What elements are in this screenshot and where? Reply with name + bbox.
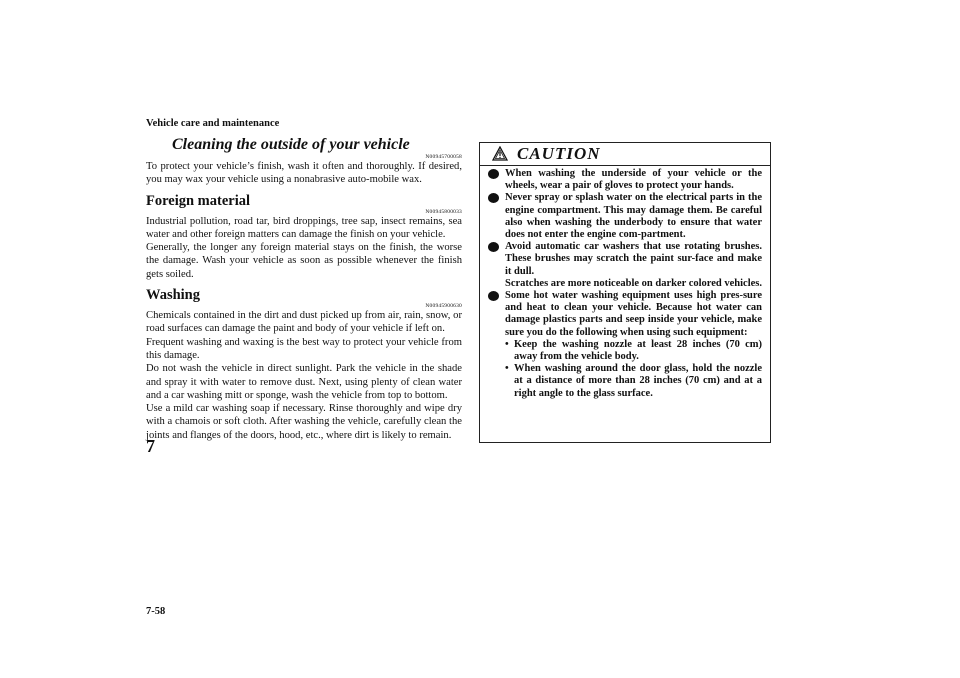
caution-item bbox=[488, 168, 762, 192]
sub-bullet: • bbox=[505, 338, 509, 350]
washing-paragraph: Frequent washing and waxing is the best way to protect your vehicle from this damage. bbox=[146, 336, 462, 361]
running-header: Vehicle care and maintenance bbox=[146, 118, 280, 129]
washing-title: Washing bbox=[146, 287, 200, 304]
left-column bbox=[146, 136, 462, 442]
page-number: 7-58 bbox=[146, 606, 166, 617]
caution-item-text bbox=[505, 290, 762, 400]
section-code: N00945700058 bbox=[425, 154, 462, 160]
caution-item-text: When washing the underside of your vehicle or the wheels, wear a pair of gloves to protect your hands. bbox=[505, 168, 762, 192]
foreign-material-title: Foreign material bbox=[146, 192, 251, 209]
washing-paragraph: Chemicals contained in the dirt and dust picked up from air, rain, snow, or road surfaces can damage the paint and body of your vehicle if left on. bbox=[146, 310, 462, 335]
caution-item bbox=[488, 241, 762, 290]
caution-item-text: Never spray or splash water on the electrical parts in the engine compartment. This may damage them. Be careful also when washing the underbody to ensure that water does not enter the engine com-partment. bbox=[505, 192, 762, 241]
bullet-icon bbox=[488, 193, 499, 203]
caution-sub-item bbox=[505, 363, 762, 400]
caution-sub-item bbox=[505, 339, 762, 363]
warning-triangle-icon bbox=[492, 146, 508, 161]
foreign-material-code: N00945800033 bbox=[425, 208, 462, 215]
caution-body bbox=[480, 166, 770, 400]
caution-header bbox=[480, 143, 770, 166]
caution-item bbox=[488, 290, 762, 400]
sub-bullet: • bbox=[505, 363, 509, 375]
chapter-number: 7 bbox=[146, 436, 155, 456]
caution-item bbox=[488, 192, 762, 241]
washing-paragraph: Do not wash the vehicle in direct sunlight. Park the vehicle in the shade and spray it with water to remove dust. Next, using plenty of clean water and a car washing mitt or sponge, wash the vehicle from top to bottom. bbox=[146, 363, 462, 401]
caution-item-text bbox=[505, 241, 762, 290]
caution-item-text-main: Some hot water washing equipment uses high pres-sure and heat to clean your vehicle. Because hot water can damage plastics parts and seep inside your vehicle, make sure you do the following when using such equipment: bbox=[505, 290, 762, 338]
caution-sub-item-text: Keep the washing nozzle at least 28 inches (70 cm) away from the vehicle body. bbox=[514, 338, 762, 363]
section-title: Cleaning the outside of your vehicle bbox=[172, 136, 410, 153]
bullet-icon bbox=[488, 169, 499, 179]
bullet-icon bbox=[488, 242, 499, 252]
foreign-material-paragraph: Industrial pollution, road tar, bird droppings, tree sap, insect remains, sea water and other foreign matters can damage the finish on your vehicle. bbox=[146, 215, 462, 240]
caution-item-text-main: Avoid automatic car washers that use rotating brushes. These brushes may scratch the paint sur-face and make it dull. bbox=[505, 241, 762, 277]
foreign-material-paragraph: Generally, the longer any foreign material stays on the finish, the worse the damage. Wash your vehicle as soon as possible whenever the finish gets soiled. bbox=[146, 242, 462, 280]
section-intro: To protect your vehicle’s finish, wash it often and thoroughly. If desired, you may wax your vehicle using a nonabrasive auto-mobile wax. bbox=[146, 161, 462, 186]
caution-sub-item-text: When washing around the door glass, hold the nozzle at a distance of more than 28 inches (70 cm) and at a right angle to the glass surface. bbox=[514, 363, 762, 399]
washing-code: N00945900630 bbox=[425, 303, 462, 310]
caution-box bbox=[479, 142, 771, 443]
caution-item-text-extra: Scratches are more noticeable on darker colored vehicles. bbox=[505, 277, 763, 289]
caution-label: CAUTION bbox=[517, 144, 601, 163]
bullet-icon bbox=[488, 291, 499, 301]
washing-paragraph: Use a mild car washing soap if necessary. Rinse thoroughly and wipe dry with a chamois or soft cloth. After washing the vehicle, carefully clean the joints and flanges of the doors, hood, etc., where dirt is likely to remain. bbox=[146, 403, 462, 441]
